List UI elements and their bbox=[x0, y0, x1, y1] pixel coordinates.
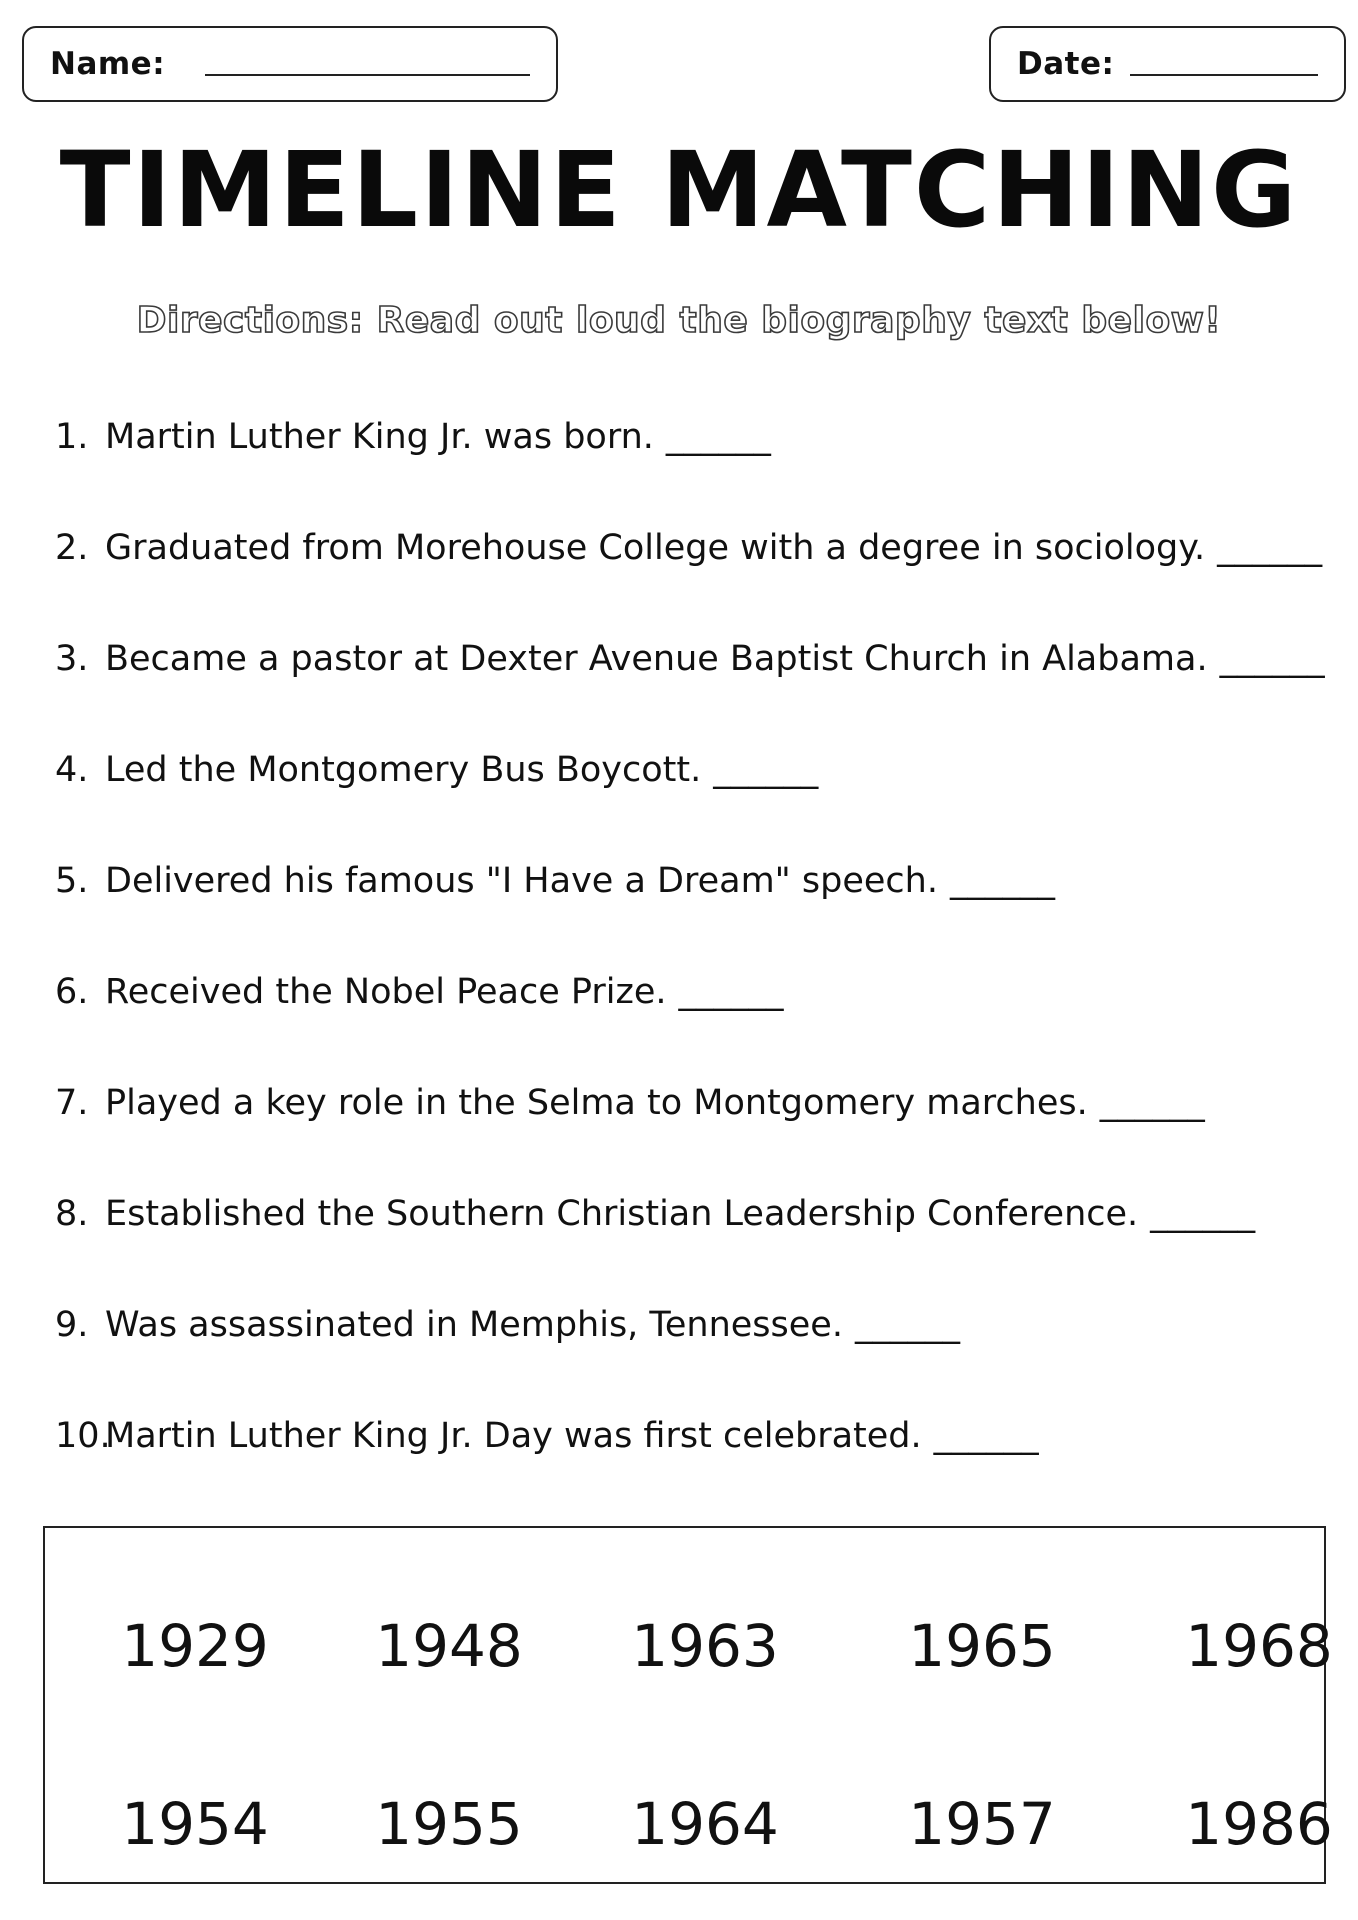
year-row-2 bbox=[45, 1784, 1333, 1864]
year-option: 1963 bbox=[631, 1612, 779, 1680]
item-number: 7. bbox=[55, 1083, 89, 1123]
year-option: 1957 bbox=[908, 1790, 1056, 1858]
timeline-item-8 bbox=[55, 1189, 1345, 1300]
name-line[interactable] bbox=[205, 74, 530, 76]
item-number: 4. bbox=[55, 750, 89, 790]
timeline-item-6 bbox=[55, 967, 1345, 1078]
answer-blank[interactable]: ______ bbox=[1099, 1083, 1205, 1123]
item-number: 2. bbox=[55, 528, 89, 568]
year-option: 1955 bbox=[375, 1790, 523, 1858]
timeline-items bbox=[55, 412, 1345, 1522]
item-text: Martin Luther King Jr. Day was first celebrated. bbox=[105, 1416, 922, 1456]
item-text: Led the Montgomery Bus Boycott. bbox=[105, 750, 702, 790]
item-text: Delivered his famous "I Have a Dream" speech. bbox=[105, 861, 938, 901]
year-row-1 bbox=[45, 1606, 1333, 1686]
item-number: 1. bbox=[55, 417, 89, 457]
item-text: Played a key role in the Selma to Montgomery marches. bbox=[105, 1083, 1088, 1123]
name-field[interactable] bbox=[22, 26, 558, 102]
item-text: Graduated from Morehouse College with a degree in sociology. bbox=[105, 528, 1206, 568]
item-text: Martin Luther King Jr. was born. bbox=[105, 417, 654, 457]
item-number: 8. bbox=[55, 1194, 89, 1234]
answer-blank[interactable]: ______ bbox=[1219, 639, 1325, 679]
date-line[interactable] bbox=[1130, 74, 1318, 76]
timeline-item-4 bbox=[55, 745, 1345, 856]
timeline-item-9 bbox=[55, 1300, 1345, 1411]
answer-blank[interactable]: ______ bbox=[665, 417, 771, 457]
item-text: Established the Southern Christian Leadership Conference. bbox=[105, 1194, 1139, 1234]
item-text: Became a pastor at Dexter Avenue Baptist Church in Alabama. bbox=[105, 639, 1208, 679]
item-text: Received the Nobel Peace Prize. bbox=[105, 972, 667, 1012]
date-label: Date: bbox=[1017, 46, 1115, 82]
timeline-item-3 bbox=[55, 634, 1345, 745]
answer-blank[interactable]: ______ bbox=[854, 1305, 960, 1345]
item-number: 9. bbox=[55, 1305, 89, 1345]
item-number: 10. bbox=[55, 1416, 111, 1456]
item-number: 6. bbox=[55, 972, 89, 1012]
answer-blank[interactable]: ______ bbox=[713, 750, 819, 790]
year-option: 1954 bbox=[121, 1790, 269, 1858]
answer-blank[interactable]: ______ bbox=[678, 972, 784, 1012]
timeline-item-7 bbox=[55, 1078, 1345, 1189]
item-number: 5. bbox=[55, 861, 89, 901]
timeline-item-5 bbox=[55, 856, 1345, 967]
timeline-item-10 bbox=[55, 1411, 1345, 1522]
year-option: 1986 bbox=[1185, 1790, 1333, 1858]
answer-blank[interactable]: ______ bbox=[1217, 528, 1323, 568]
year-option: 1968 bbox=[1185, 1612, 1333, 1680]
answer-blank[interactable]: ______ bbox=[949, 861, 1055, 901]
name-label: Name: bbox=[50, 46, 166, 82]
year-option: 1964 bbox=[631, 1790, 779, 1858]
answer-blank[interactable]: ______ bbox=[933, 1416, 1039, 1456]
timeline-item-1 bbox=[55, 412, 1345, 523]
date-field[interactable] bbox=[989, 26, 1346, 102]
answer-blank[interactable]: ______ bbox=[1150, 1194, 1256, 1234]
directions-text: Directions: Read out loud the biography text below! bbox=[136, 300, 1222, 341]
page-title: TIMELINE MATCHING bbox=[59, 129, 1299, 251]
year-option: 1965 bbox=[908, 1612, 1056, 1680]
timeline-item-2 bbox=[55, 523, 1345, 634]
year-answer-bank bbox=[43, 1526, 1333, 1884]
item-text: Was assassinated in Memphis, Tennessee. bbox=[105, 1305, 843, 1345]
year-option: 1929 bbox=[121, 1612, 269, 1680]
year-option: 1948 bbox=[375, 1612, 523, 1680]
item-number: 3. bbox=[55, 639, 89, 679]
